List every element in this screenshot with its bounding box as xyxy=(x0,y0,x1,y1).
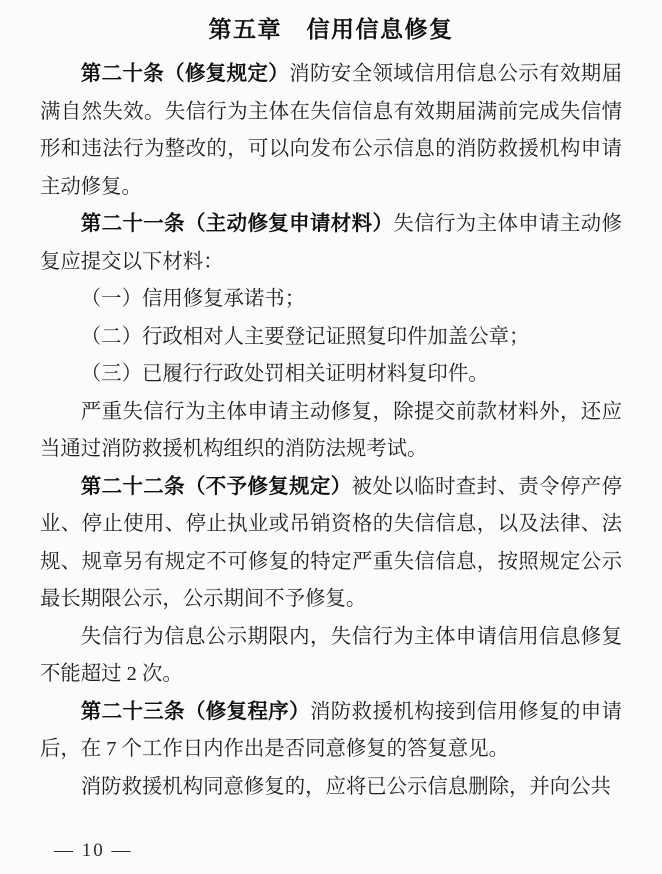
paragraph-text: （三）已履行行政处罚相关证明材料复印件。 xyxy=(80,363,489,385)
article-heading: 第二十一条（主动修复申请材料） xyxy=(80,213,394,235)
paragraph-article-21 xyxy=(40,206,622,281)
list-item-2 xyxy=(40,319,622,357)
paragraph-text: 失信行为信息公示期限内，失信行为主体申请信用信息修复不能超过 2 次。 xyxy=(40,625,622,685)
paragraph-text: 严重失信行为主体申请主动修复，除提交前款材料外，还应当通过消防救援机构组织的消防法规考试。 xyxy=(40,400,622,460)
paragraph-text: （二）行政相对人主要登记证照复印件加盖公章； xyxy=(80,325,530,348)
article-heading: 第二十三条（修复程序） xyxy=(80,700,310,723)
paragraph-article-23 xyxy=(40,694,622,769)
paragraph-text: （一）信用修复承诺书； xyxy=(80,288,306,310)
page-number: — 10 — xyxy=(54,840,133,861)
paragraph-approval-action xyxy=(40,769,622,807)
paragraph-article-20 xyxy=(40,56,622,206)
paragraph-repair-limit xyxy=(40,619,622,694)
article-heading: 第二十二条（不予修复规定） xyxy=(80,475,352,498)
list-item-1 xyxy=(40,281,622,319)
paragraph-text: 失信行为主体申请主动修复应提交以下材料： xyxy=(40,213,623,273)
chapter-title: 第五章 信用信息修复 xyxy=(208,16,454,42)
paragraph-text: 消防救援机构同意修复的，应将已公示信息删除，并向公共 xyxy=(80,775,611,798)
paragraph-text: 消防安全领域信用信息公示有效期届满自然失效。失信行为主体在失信信息有效期届满前完成失信情形和违法行为整改的，可以向发布公示信息的消防救援机构申请主动修复。 xyxy=(40,63,623,198)
paragraph-serious-dishonesty xyxy=(40,394,622,469)
document-content xyxy=(40,12,622,806)
paragraph-text: 被处以临时查封、责令停产停业、停止使用、停止执业或吊销资格的失信信息，以及法律、法规、规章另有规定不可修复的特定严重失信信息，按照规定公示最长期限公示，公示期间不予修复。 xyxy=(40,475,623,610)
paragraph-text: 消防救援机构接到信用修复的申请后，在 7 个工作日内作出是否同意修复的答复意见。 xyxy=(40,700,622,760)
list-item-3 xyxy=(40,356,622,394)
article-heading: 第二十条（修复规定） xyxy=(80,63,290,85)
paragraph-article-22 xyxy=(40,469,622,619)
